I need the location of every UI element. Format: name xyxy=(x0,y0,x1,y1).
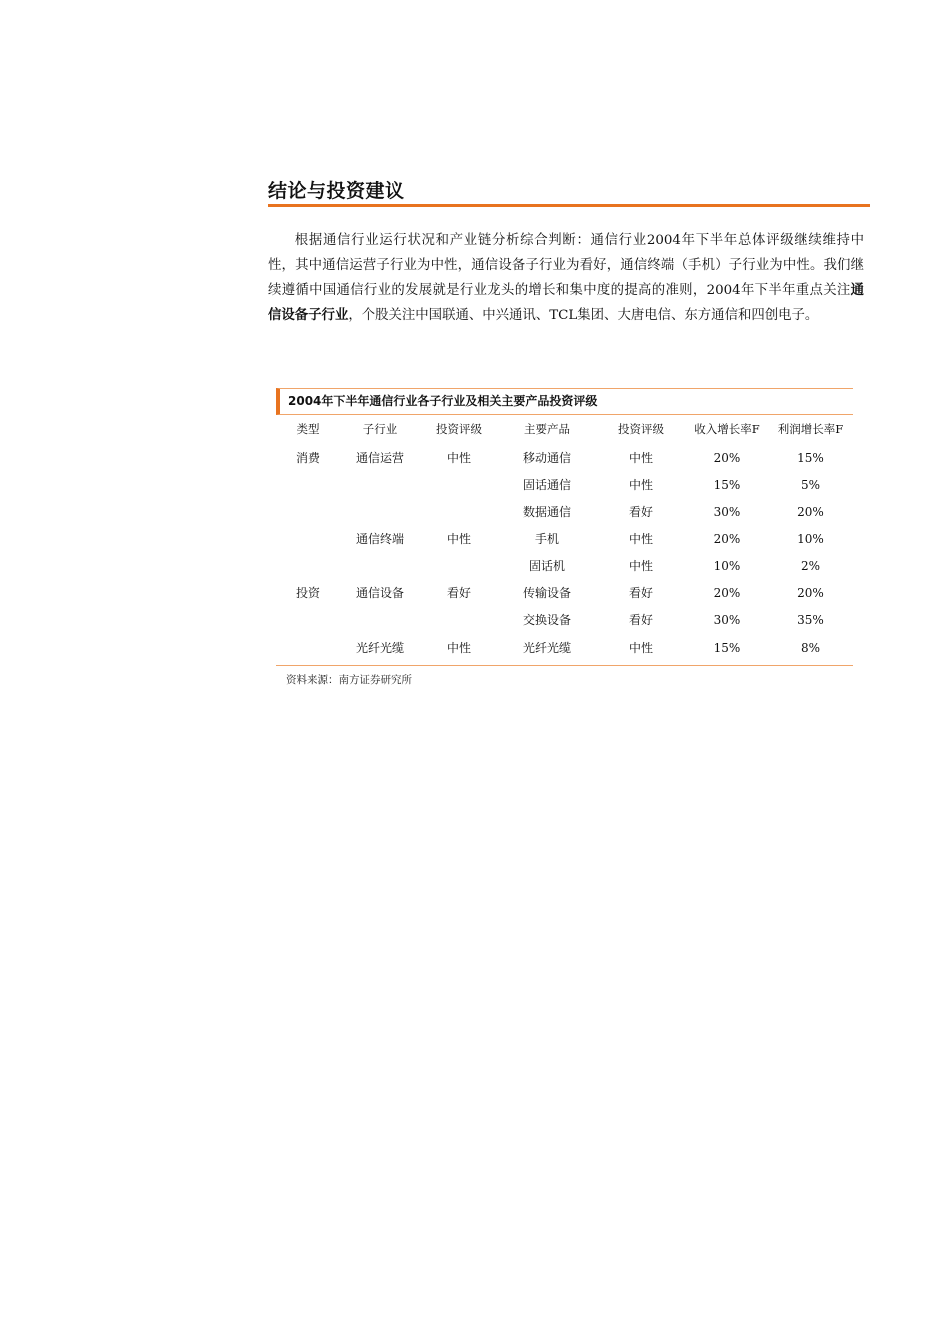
cell-product-rating: 看好 xyxy=(628,505,653,519)
table-row xyxy=(276,498,853,525)
cell-profit-growth: 8% xyxy=(800,640,821,655)
cell-subindustry: 通信设备 xyxy=(355,586,404,600)
header-rating: 投资评级 xyxy=(436,422,482,436)
cell-product: 手机 xyxy=(534,532,559,546)
cell-profit-growth: 2% xyxy=(800,558,821,573)
cell-revenue-growth: 20% xyxy=(713,585,741,600)
cell-revenue-growth: 20% xyxy=(713,531,741,546)
cell-type: 投资 xyxy=(295,586,320,600)
cell-product-rating: 中性 xyxy=(628,641,653,655)
header-revenue-growth: 收入增长率F xyxy=(694,422,760,436)
cell-type: 消费 xyxy=(295,451,320,465)
cell-rating: 中性 xyxy=(446,451,471,465)
cell-subindustry: 通信终端 xyxy=(355,532,404,546)
table-source: 资料来源：南方证券研究所 xyxy=(286,674,412,686)
table-row xyxy=(276,579,853,606)
cell-profit-growth: 15% xyxy=(797,450,824,465)
cell-type xyxy=(276,471,340,498)
rating-table-block xyxy=(276,388,853,687)
header-type: 类型 xyxy=(296,422,320,436)
cell-product-rating: 中性 xyxy=(628,478,653,492)
cell-product-rating: 看好 xyxy=(628,613,653,627)
cell-profit-growth: 20% xyxy=(797,585,824,600)
paragraph-text-2: ，个股关注中国联通、中兴通讯、TCL集团、大唐电信、东方通信和四创电子。 xyxy=(348,308,819,323)
cell-rating xyxy=(420,471,498,498)
cell-type xyxy=(276,552,340,579)
cell-product: 光纤光缆 xyxy=(522,641,571,655)
cell-product: 数据通信 xyxy=(522,505,571,519)
cell-revenue-growth: 15% xyxy=(713,640,741,655)
cell-subindustry xyxy=(340,606,420,633)
cell-subindustry xyxy=(340,471,420,498)
cell-product-rating: 中性 xyxy=(628,559,653,573)
cell-product-rating: 看好 xyxy=(628,586,653,600)
cell-revenue-growth: 30% xyxy=(713,612,741,627)
paragraph-text-1: 根据通信行业运行状况和产业链分析综合判断：通信行业2004年下半年总体评级继续维持中性，其中通信运营子行业为中性，通信设备子行业为看好，通信终端（手机）子行业为中性。我们继续遵循中国通信行业的发展就是行业龙头的增长和集中度的提高的准则，2004年下半年重点关注 xyxy=(268,233,864,298)
cell-subindustry xyxy=(340,552,420,579)
table-row xyxy=(276,633,853,666)
cell-rating: 中性 xyxy=(446,641,471,655)
cell-product-rating: 中性 xyxy=(628,532,653,546)
cell-profit-growth: 5% xyxy=(800,477,821,492)
cell-product: 固话机 xyxy=(528,559,565,573)
cell-profit-growth: 10% xyxy=(797,531,824,546)
cell-profit-growth: 35% xyxy=(797,612,824,627)
cell-subindustry xyxy=(340,498,420,525)
cell-revenue-growth: 15% xyxy=(713,477,741,492)
cell-type xyxy=(276,606,340,633)
table-row xyxy=(276,443,853,471)
cell-revenue-growth: 10% xyxy=(713,558,741,573)
cell-rating: 中性 xyxy=(446,532,471,546)
paragraph-emphasis: 通信设备子行业 xyxy=(268,283,864,323)
header-subindustry: 子行业 xyxy=(362,422,398,436)
cell-type xyxy=(276,525,340,552)
table-header-row xyxy=(276,415,853,443)
table-row xyxy=(276,471,853,498)
cell-revenue-growth: 30% xyxy=(713,504,741,519)
cell-subindustry: 光纤光缆 xyxy=(355,641,404,655)
table-row xyxy=(276,552,853,579)
cell-rating xyxy=(420,606,498,633)
cell-subindustry: 通信运营 xyxy=(355,451,404,465)
table-row xyxy=(276,606,853,633)
cell-product: 交换设备 xyxy=(522,613,571,627)
section-title-text: 结论与投资建议 xyxy=(268,180,405,202)
cell-profit-growth: 20% xyxy=(797,504,824,519)
cell-type xyxy=(276,498,340,525)
cell-product: 传输设备 xyxy=(522,586,571,600)
cell-product-rating: 中性 xyxy=(628,451,653,465)
cell-rating xyxy=(420,552,498,579)
cell-rating xyxy=(420,498,498,525)
rating-table xyxy=(276,415,853,666)
header-product-rating: 投资评级 xyxy=(618,422,664,436)
table-title: 2004年下半年通信行业各子行业及相关主要产品投资评级 xyxy=(276,388,853,415)
section-heading xyxy=(268,178,870,207)
cell-type xyxy=(276,633,340,666)
header-profit-growth: 利润增长率F xyxy=(777,422,844,436)
cell-revenue-growth: 20% xyxy=(713,450,741,465)
table-row xyxy=(276,525,853,552)
cell-product: 移动通信 xyxy=(522,451,571,465)
cell-product: 固话通信 xyxy=(522,478,571,492)
conclusion-paragraph xyxy=(268,228,864,328)
header-product: 主要产品 xyxy=(524,422,570,436)
cell-rating: 看好 xyxy=(446,586,471,600)
